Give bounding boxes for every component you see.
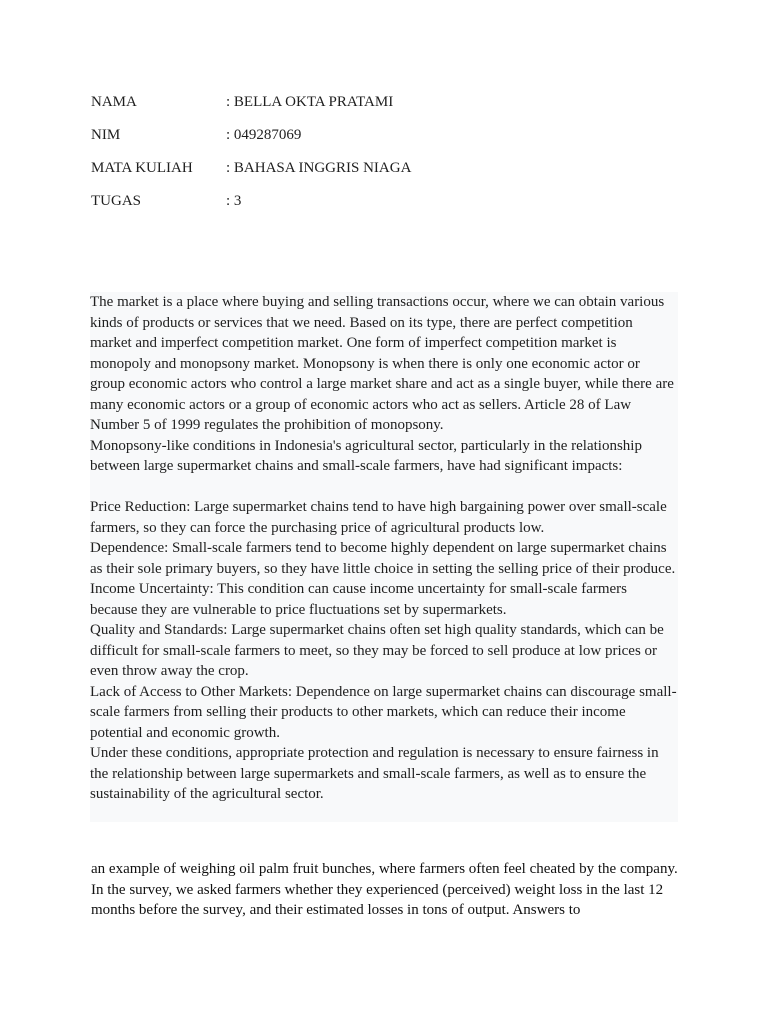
- info-label: TUGAS: [91, 193, 142, 209]
- paragraph-gap: [90, 477, 678, 498]
- info-label: NIM: [91, 127, 121, 143]
- student-info: [91, 92, 691, 224]
- info-row-nim: [91, 125, 691, 158]
- essay-block: [90, 292, 678, 822]
- info-value: : 3: [226, 193, 242, 209]
- essay-conclusion-paragraph: Under these conditions, appropriate protection and regulation is necessary to ensure fairness in the relationship between large supermarkets and small-scale farmers, as well as to ensure the sustainability of the agricultural sector.: [90, 745, 659, 802]
- essay-intro-paragraph: The market is a place where buying and selling transactions occur, where we can obtain various kinds of products or services that we need. Based on its type, there are perfect competition market and imperfect competition market. One form of imperfect competition market is monopoly and monopsony market. Monopsony is when there is only one economic actor or group economic actors who control a large market share and act as a single buyer, while there are many economic actors or a group of economic actors who act as sellers. Article 28 of Law Number 5 of 1999 regulates the prohibition of monopsony.: [90, 294, 674, 433]
- info-value: : 049287069: [226, 127, 302, 143]
- impact-point: Lack of Access to Other Markets: Dependence on large supermarket chains can discourage small-scale farmers from selling their products to other markets, which can reduce their income potential and economic growth.: [90, 683, 677, 741]
- info-label: NAMA: [91, 94, 137, 110]
- info-row-tugas: [91, 191, 691, 224]
- info-value: : BAHASA INGGRIS NIAGA: [226, 160, 412, 176]
- essay-context-paragraph: Monopsony-like conditions in Indonesia's agricultural sector, particularly in the relationship between large supermarket chains and small-scale farmers, have had significant impacts:: [90, 437, 642, 474]
- impact-point: Price Reduction: Large supermarket chains tend to have high bargaining power over small-scale farmers, so they can force the purchasing price of agricultural products low.: [90, 499, 667, 536]
- info-value: : BELLA OKTA PRATAMI: [226, 94, 394, 110]
- info-row-nama: [91, 92, 691, 125]
- impact-point: Dependence: Small-scale farmers tend to become highly dependent on large supermarket chains as their sole primary buyers, so they have little choice in setting the selling price of their produce.: [90, 540, 676, 577]
- survey-example-block: [91, 859, 681, 921]
- info-label: MATA KULIAH: [91, 160, 193, 176]
- info-row-mata-kuliah: [91, 158, 691, 191]
- survey-example-paragraph: an example of weighing oil palm fruit bunches, where farmers often feel cheated by the company. In the survey, we asked farmers whether they experienced (perceived) weight loss in the last 12 months before the survey, and their estimated losses in tons of output. Answers to: [91, 861, 678, 918]
- impact-point: Quality and Standards: Large supermarket chains often set high quality standards, which can be difficult for small-scale farmers to meet, so they may be forced to sell produce at low prices or even throw away the crop.: [90, 622, 664, 679]
- impact-point: Income Uncertainty: This condition can cause income uncertainty for small-scale farmers because they are vulnerable to price fluctuations set by supermarkets.: [90, 581, 628, 618]
